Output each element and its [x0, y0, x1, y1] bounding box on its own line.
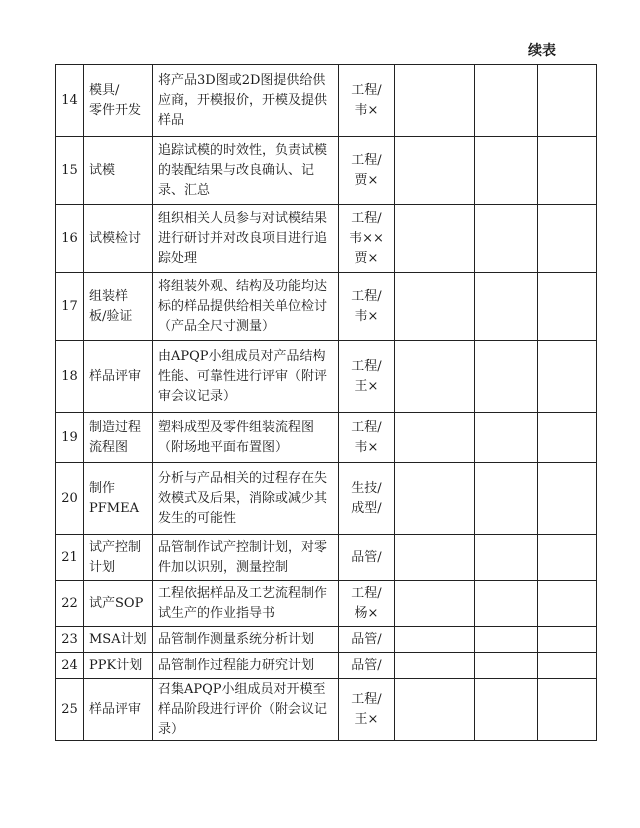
- item-name: [84, 627, 153, 653]
- item-description: 召集APQP小组成员对开模至样品阶段进行评价（附会议记录）: [153, 679, 339, 741]
- table-row: [56, 679, 597, 741]
- empty-cell: [538, 413, 597, 463]
- item-description: 品管制作试产控制计划，对零件加以识别，测量控制: [153, 535, 339, 581]
- responsible-person: [339, 341, 395, 413]
- responsible-line: 品管/: [351, 631, 382, 647]
- empty-cell: [475, 65, 538, 137]
- item-name: [84, 535, 153, 581]
- responsible-person: [339, 137, 395, 205]
- item-name-line: PPK计划: [89, 657, 143, 673]
- empty-cell: [475, 137, 538, 205]
- responsible-line: 工程/: [351, 691, 382, 707]
- item-name-line: 计划: [89, 559, 116, 575]
- responsible-line: 王×: [354, 378, 379, 394]
- empty-cell: [395, 581, 475, 627]
- responsible-person: [339, 205, 395, 273]
- empty-cell: [538, 341, 597, 413]
- empty-cell: [538, 679, 597, 741]
- item-name-line: 试产SOP: [89, 595, 144, 611]
- table-row: [56, 341, 597, 413]
- item-name-line: 试模检讨: [89, 230, 142, 246]
- empty-cell: [395, 463, 475, 535]
- item-name: [84, 205, 153, 273]
- item-description: 将组装外观、结构及功能均达标的样品提供给相关单位检讨（产品全尺寸测量）: [153, 273, 339, 341]
- item-name-line: 模具/: [89, 82, 120, 98]
- empty-cell: [475, 341, 538, 413]
- item-name-line: 组装样: [89, 288, 129, 304]
- row-number: 15: [56, 137, 84, 205]
- page-title: 续表: [528, 43, 556, 59]
- empty-cell: [475, 581, 538, 627]
- item-description: 塑料成型及零件组装流程图（附场地平面布置图）: [153, 413, 339, 463]
- empty-cell: [475, 413, 538, 463]
- responsible-person: [339, 653, 395, 679]
- item-name: [84, 341, 153, 413]
- empty-cell: [395, 413, 475, 463]
- responsible-line: 工程/: [351, 358, 382, 374]
- item-name-line: 样品评审: [89, 368, 142, 384]
- empty-cell: [395, 341, 475, 413]
- empty-cell: [538, 463, 597, 535]
- responsible-line: 贾×: [354, 250, 379, 266]
- empty-cell: [395, 137, 475, 205]
- empty-cell: [538, 205, 597, 273]
- item-name-line: 流程图: [89, 439, 129, 455]
- table-row: [56, 413, 597, 463]
- responsible-line: 工程/: [351, 210, 382, 226]
- item-description: 将产品3D图或2D图提供给供应商，开模报价，开模及提供样品: [153, 65, 339, 137]
- task-table: [55, 64, 597, 741]
- responsible-person: [339, 413, 395, 463]
- responsible-line: 杨×: [354, 605, 379, 621]
- empty-cell: [395, 535, 475, 581]
- responsible-person: [339, 273, 395, 341]
- table-row: [56, 137, 597, 205]
- responsible-person: [339, 463, 395, 535]
- item-name: [84, 137, 153, 205]
- item-description: 品管制作过程能力研究计划: [153, 653, 339, 679]
- row-number: 24: [56, 653, 84, 679]
- row-number: 14: [56, 65, 84, 137]
- responsible-line: 韦×: [354, 308, 379, 324]
- table-row: [56, 535, 597, 581]
- responsible-line: 工程/: [351, 152, 382, 168]
- item-name-line: 试模: [89, 162, 116, 178]
- item-description: 追踪试模的时效性，负责试模的装配结果与改良确认、记录、汇总: [153, 137, 339, 205]
- item-name-line: 试产控制: [89, 539, 142, 555]
- empty-cell: [475, 679, 538, 741]
- responsible-line: 工程/: [351, 419, 382, 435]
- empty-cell: [538, 581, 597, 627]
- empty-cell: [395, 627, 475, 653]
- row-number: 22: [56, 581, 84, 627]
- row-number: 23: [56, 627, 84, 653]
- responsible-line: 王×: [354, 711, 379, 727]
- item-name-line: 零件开发: [89, 102, 142, 118]
- empty-cell: [538, 653, 597, 679]
- item-description: 工程依据样品及工艺流程制作试生产的作业指导书: [153, 581, 339, 627]
- row-number: 19: [56, 413, 84, 463]
- item-name-line: 样品评审: [89, 701, 142, 717]
- responsible-line: 韦×: [354, 439, 379, 455]
- row-number: 21: [56, 535, 84, 581]
- item-name: [84, 463, 153, 535]
- table-body: [56, 65, 597, 741]
- responsible-person: [339, 679, 395, 741]
- responsible-person: [339, 581, 395, 627]
- empty-cell: [538, 65, 597, 137]
- row-number: 17: [56, 273, 84, 341]
- empty-cell: [395, 273, 475, 341]
- item-name-line: MSA计划: [89, 631, 147, 647]
- empty-cell: [475, 653, 538, 679]
- empty-cell: [395, 653, 475, 679]
- row-number: 25: [56, 679, 84, 741]
- empty-cell: [475, 627, 538, 653]
- responsible-line: 工程/: [351, 288, 382, 304]
- responsible-line: 韦×: [354, 102, 379, 118]
- responsible-line: 贾×: [354, 172, 379, 188]
- table-row: [56, 463, 597, 535]
- item-name-line: 板/验证: [89, 308, 133, 324]
- responsible-line: 成型/: [351, 500, 382, 516]
- responsible-person: [339, 65, 395, 137]
- table-row: [56, 273, 597, 341]
- responsible-person: [339, 535, 395, 581]
- responsible-line: 品管/: [351, 657, 382, 673]
- responsible-line: 品管/: [351, 549, 382, 565]
- item-name: [84, 65, 153, 137]
- table-row: [56, 205, 597, 273]
- empty-cell: [538, 627, 597, 653]
- item-name: [84, 679, 153, 741]
- item-name: [84, 653, 153, 679]
- empty-cell: [475, 273, 538, 341]
- empty-cell: [538, 273, 597, 341]
- responsible-line: 工程/: [351, 585, 382, 601]
- item-name: [84, 413, 153, 463]
- responsible-person: [339, 627, 395, 653]
- responsible-line: 工程/: [351, 82, 382, 98]
- empty-cell: [395, 65, 475, 137]
- item-description: 组织相关人员参与对试模结果进行研讨并对改良项目进行追踪处理: [153, 205, 339, 273]
- responsible-line: 生技/: [351, 480, 382, 496]
- empty-cell: [475, 463, 538, 535]
- empty-cell: [538, 137, 597, 205]
- item-name-line: 制作: [89, 480, 116, 496]
- item-description: 由APQP小组成员对产品结构性能、可靠性进行评审（附评审会议记录）: [153, 341, 339, 413]
- responsible-line: 韦××: [349, 230, 384, 246]
- item-description: 分析与产品相关的过程存在失效模式及后果，消除或减少其发生的可能性: [153, 463, 339, 535]
- item-name: [84, 273, 153, 341]
- item-name: [84, 581, 153, 627]
- empty-cell: [475, 535, 538, 581]
- row-number: 20: [56, 463, 84, 535]
- item-name-line: 制造过程: [89, 419, 142, 435]
- table-row: [56, 65, 597, 137]
- empty-cell: [475, 205, 538, 273]
- table-row: [56, 581, 597, 627]
- item-name-line: PFMEA: [89, 500, 139, 516]
- empty-cell: [395, 205, 475, 273]
- row-number: 18: [56, 341, 84, 413]
- table-row: [56, 653, 597, 679]
- table-row: [56, 627, 597, 653]
- empty-cell: [395, 679, 475, 741]
- item-description: 品管制作测量系统分析计划: [153, 627, 339, 653]
- row-number: 16: [56, 205, 84, 273]
- empty-cell: [538, 535, 597, 581]
